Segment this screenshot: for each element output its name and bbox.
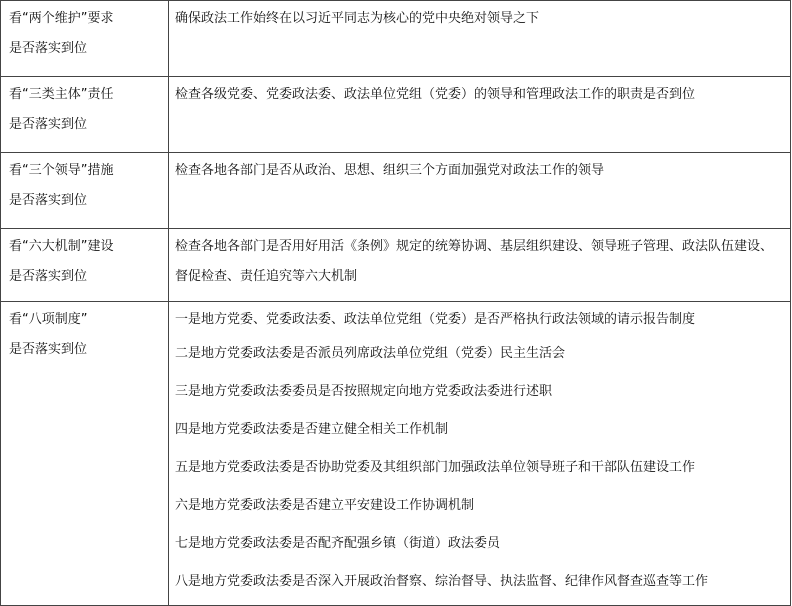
row-heading-line: 是否落实到位	[9, 193, 88, 208]
list-item: 七是地方党委政法委是否配齐配强乡镇（街道）政法委员	[175, 536, 501, 551]
row-content-text: 检查各地各部门是否从政治、思想、组织三个方面加强党对政法工作的领导	[175, 163, 605, 178]
row-heading-line: 是否落实到位	[9, 269, 88, 284]
row-heading-line: 是否落实到位	[9, 41, 88, 56]
list-item: 六是地方党委政法委是否建立平安建设工作协调机制	[175, 498, 475, 513]
list-item: 一是地方党委、党委政法委、政法单位党组（党委）是否严格执行政法领域的请示报告制度	[175, 312, 696, 327]
row-heading-cell	[1, 153, 169, 229]
row-heading-cell	[1, 229, 169, 302]
list-item: 八是地方党委政法委是否深入开展政治督察、综治督导、执法监督、纪律作风督查巡查等工作	[175, 574, 709, 589]
row-content-cell	[169, 302, 791, 606]
row-heading-cell	[1, 302, 169, 606]
list-item: 三是地方党委政法委委员是否按照规定向地方党委政法委进行述职	[175, 384, 553, 399]
row-heading-line: 看“两个维护”要求	[9, 11, 114, 26]
table-row	[1, 153, 791, 229]
table-row	[1, 229, 791, 302]
row-heading-line: 是否落实到位	[9, 117, 88, 132]
row-content-text: 检查各地各部门是否用好用活《条例》规定的统筹协调、基层组织建设、领导班子管理、政法队伍建设、督促检查、责任追究等六大机制	[175, 239, 774, 284]
row-heading-line: 是否落实到位	[9, 342, 88, 357]
row-content-cell	[169, 1, 791, 77]
table-row	[1, 302, 791, 606]
row-content-text: 检查各级党委、党委政法委、政法单位党组（党委）的领导和管理政法工作的职责是否到位	[175, 87, 696, 102]
row-heading-line: 看“六大机制”建设	[9, 239, 114, 254]
row-content-cell	[169, 229, 791, 302]
table-row	[1, 1, 791, 77]
row-heading-cell	[1, 1, 169, 77]
table-row	[1, 77, 791, 153]
row-heading-line: 看“三类主体”责任	[9, 87, 114, 102]
list-item: 五是地方党委政法委是否协助党委及其组织部门加强政法单位领导班子和干部队伍建设工作	[175, 460, 696, 475]
row-content-cell	[169, 153, 791, 229]
row-heading-line: 看“三个领导”措施	[9, 163, 114, 178]
row-heading-cell	[1, 77, 169, 153]
list-item: 二是地方党委政法委是否派员列席政法单位党组（党委）民主生活会	[175, 346, 566, 361]
row-heading-line: 看“八项制度”	[9, 312, 88, 327]
row-content-cell	[169, 77, 791, 153]
list-item: 四是地方党委政法委是否建立健全相关工作机制	[175, 422, 449, 437]
row-content-text: 确保政法工作始终在以习近平同志为核心的党中央绝对领导之下	[175, 11, 540, 26]
